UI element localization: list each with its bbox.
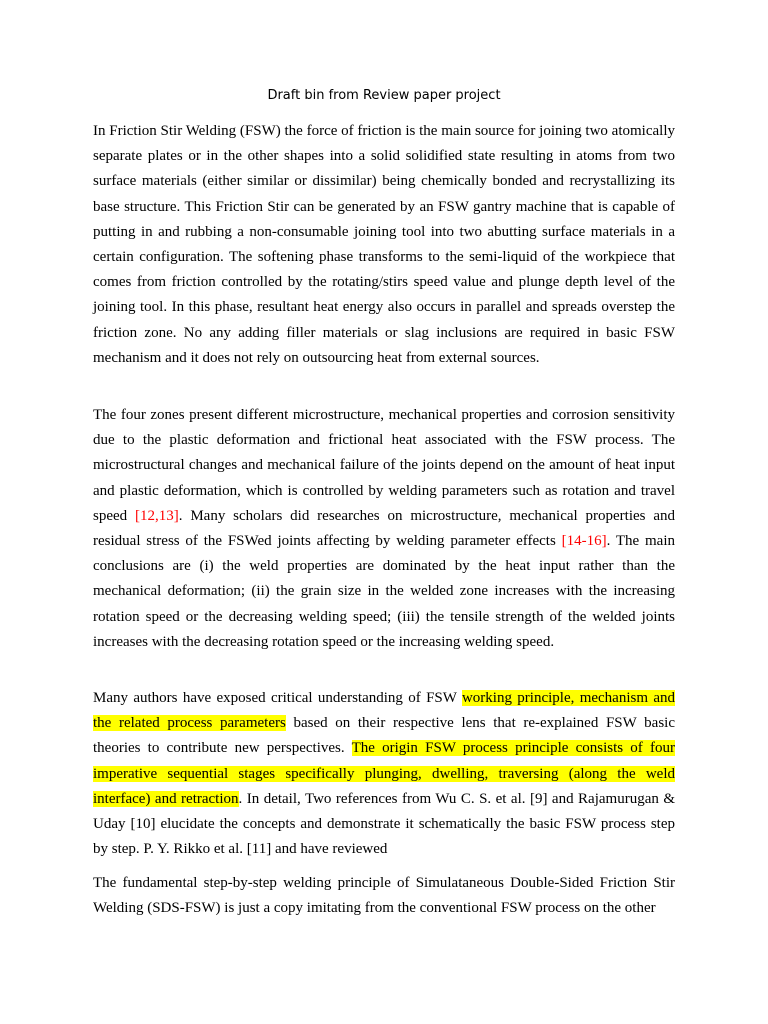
citation-12-13: [12,13] xyxy=(135,507,179,524)
paragraph-2-text-3: . The main conclusions are (i) the weld properties are dominated by the heat input rather than the mechanical deformation; (ii) the grain size in the welded zone increases with the increasing rotation speed or the decreasing welding speed; (iii) the tensile strength of the welded joints increases with the decreasing rotation speed or the increasing welding speed. xyxy=(93,533,676,650)
paragraph-4: The fundamental step-by-step welding principle of Simulataneous Double-Sided Friction Stir Welding (SDS-FSW) is just a copy imitating from the conventional FSW process on the other xyxy=(93,875,675,917)
paragraph-3-text-3: . In detail, Two references from Wu C. S. et al. [9] and Rajamurugan & Uday [10] elucidate the concepts and demonstrate it schematically the basic FSW process step by step. P. Y. Rikko et al. [11] and have reviewed xyxy=(93,790,675,858)
paragraph-3-text-1: Many authors have exposed critical understanding of FSW xyxy=(93,690,462,706)
paragraph-2-text-1: The four zones present different microstructure, mechanical properties and corrosion sensitivity due to the plastic deformation and frictional heat associated with the FSW process. The microstructural changes and mechanical failure of the joints depend on the amount of heat input and plastic deformation, which is controlled by welding parameters such as rotation and travel speed xyxy=(93,407,675,524)
paragraph-2-text-2: . Many scholars did researches on microstructure, mechanical properties and residual stress of the FSWed joints affecting by welding parameter effects xyxy=(93,507,675,550)
paragraph-3-text-2: based on their respective lens that re-explained FSW basic theories to contribute new perspectives. xyxy=(93,715,675,757)
document-title: Draft bin from Review paper project xyxy=(267,88,501,103)
highlight-2: The origin FSW process principle consists of four imperative sequential stages specifically plunging, dwelling, traversing (along the weld interface) and retraction xyxy=(93,740,675,807)
paragraph-2 xyxy=(93,403,675,655)
paragraph-3 xyxy=(93,686,675,862)
citation-14-16: [14-16] xyxy=(561,533,607,550)
paragraph-1: In Friction Stir Welding (FSW) the force of friction is the main source for joining two atomically separate plates or in the other shapes into a solid solidified state resulting in atoms from two surface materials (either similar or dissimilar) being chemically bonded and recrystallizing its base structure. This Friction Stir can be generated by an FSW gantry machine that is capable of putting in and rubbing a non-consumable joining tool into two abutting surface materials in a certain configuration. The softening phase transforms to the semi-liquid of the workpiece that comes from friction controlled by the rotating/stirs speed value and plunge depth level of the joining tool. In this phase, resultant heat energy also occurs in parallel and spreads overstep the friction zone. No any adding filler materials or slag inclusions are required in basic FSW mechanism and it does not rely on outsourcing heat from external sources. xyxy=(93,123,675,366)
highlight-1: working principle, mechanism and the related process parameters xyxy=(93,690,675,732)
